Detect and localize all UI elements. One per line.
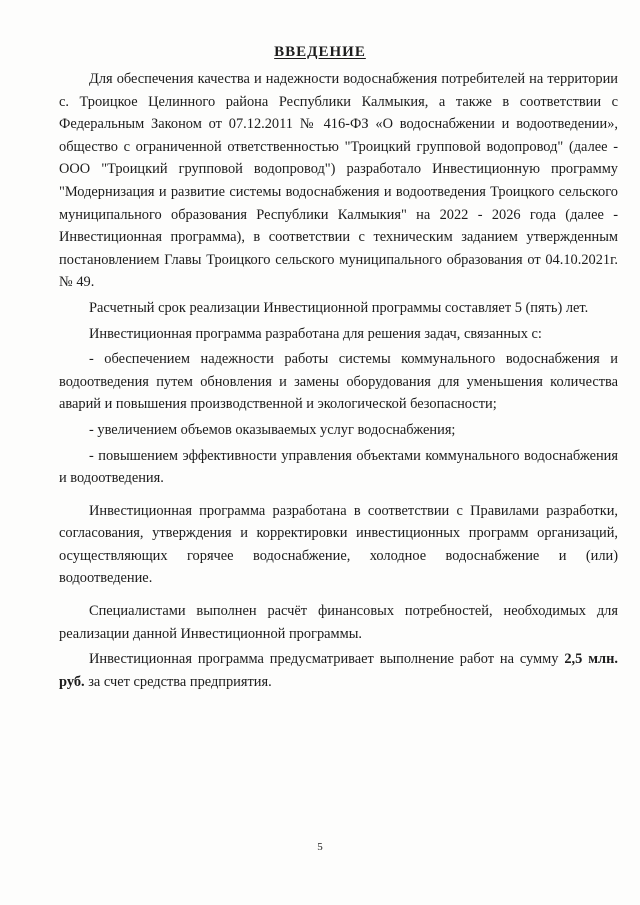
- page-number: 5: [317, 841, 323, 853]
- paragraph-rules: Инвестиционная программа разработана в соответствии с Правилами разработки, согласования, утверждения и корректировки инвестиционных программ организаций, осуществляющих горячее водоснабжение, холодное водоснабжение и (или) водоотведение.: [59, 502, 618, 587]
- paragraph-term: Расчетный срок реализации Инвестиционной программы составляет 5 (пять) лет.: [89, 299, 589, 316]
- list-item-efficiency: - повышением эффективности управления объектами коммунального водоснабжения и водоотведения.: [59, 447, 618, 487]
- funding-text-after: за счет средства предприятия.: [84, 673, 272, 690]
- paragraph-tasks-lead: Инвестиционная программа разработана для решения задач, связанных с:: [89, 325, 542, 342]
- paragraph-financial-calc: Специалистами выполнен расчёт финансовых потребностей, необходимых для реализации данной Инвестиционной программы.: [59, 603, 618, 642]
- document-body: [59, 68, 618, 696]
- list-item-volume: - увеличением объемов оказываемых услуг водоснабжения;: [89, 421, 456, 438]
- page-title: ВВЕДЕНИЕ: [274, 44, 366, 60]
- paragraph-intro: Для обеспечения качества и надежности водоснабжения потребителей на территории с. Троицкое Целинного района Республики Калмыкия, а также в соответствии с Федеральным Законом от 07.12.2011 № 416-ФЗ «О водоснабжении и водоотведении», общество с ограниченной ответственностью "Троицкий групповой водопровод" (далее - ООО "Троицкий групповой водопровод") разработало Инвестиционную программу "Модернизация и развитие системы водоснабжения и водоотведения Троицкого сельского муниципального образования Республики Калмыкия" на 2022 - 2026 года (далее - Инвестиционная программа), в соответствии с техническим заданием утвержденным постановлением Главы Троицкого сельского муниципального образования от 04.10.2021г. № 49.: [59, 71, 618, 291]
- funding-amount: 2,5 млн. руб.: [59, 651, 618, 690]
- list-item-reliability: - обеспечением надежности работы системы коммунального водоснабжения и водоотведения путем обновления и замены оборудования для уменьшения количества аварий и повышения производственной и экологической безопасности;: [59, 351, 618, 413]
- funding-text-before: Инвестиционная программа предусматривает выполнение работ на сумму: [89, 651, 565, 668]
- paragraph-funding: [59, 648, 618, 693]
